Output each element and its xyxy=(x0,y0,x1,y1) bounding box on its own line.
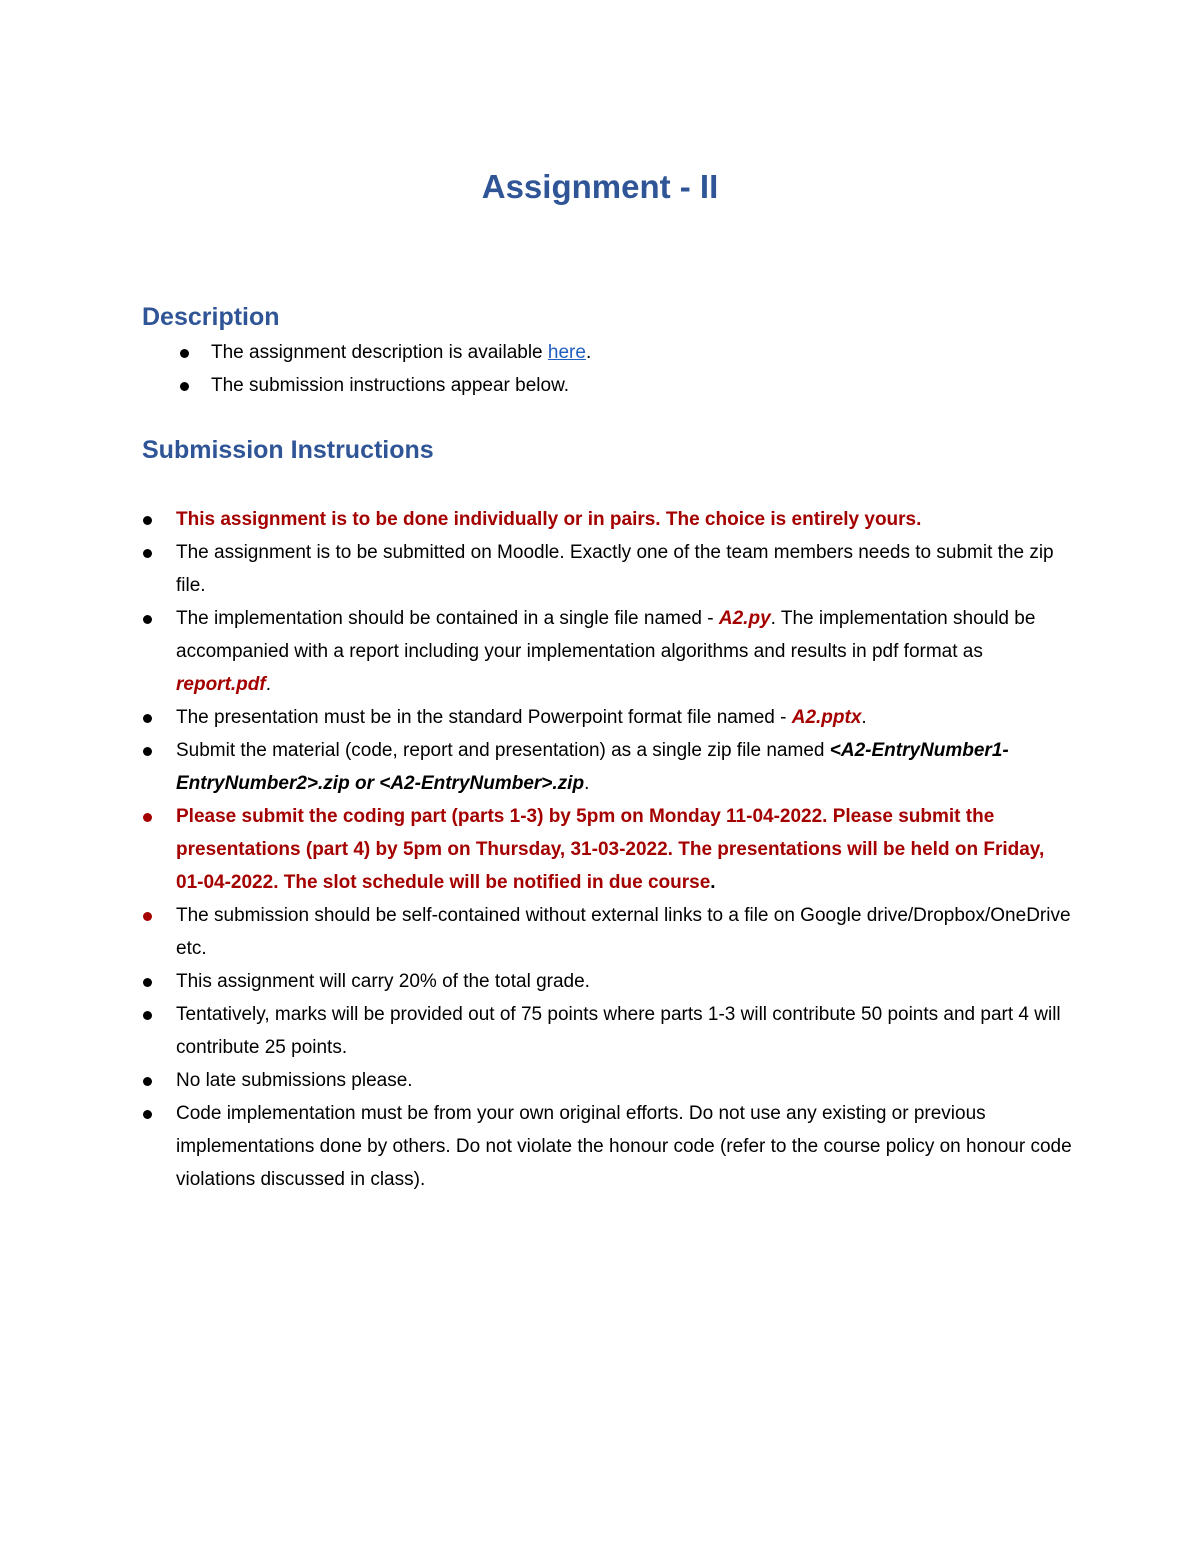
bullet-icon xyxy=(143,615,152,624)
punctuation: . xyxy=(265,674,271,695)
punctuation: . xyxy=(585,342,592,363)
page-title: Assignment - II xyxy=(481,168,719,205)
list-item xyxy=(142,1064,1072,1097)
code-filename: A2.py xyxy=(718,608,771,629)
bullet-icon xyxy=(143,516,152,525)
list-item xyxy=(142,1097,1072,1196)
list-item xyxy=(142,998,1072,1064)
punctuation: . xyxy=(710,872,716,893)
submission-list xyxy=(142,503,1072,1196)
punctuation: . xyxy=(861,707,867,728)
list-item xyxy=(142,503,1072,536)
punctuation: . xyxy=(584,773,590,794)
instruction-text: This assignment will carry 20% of the total grade. xyxy=(176,971,590,992)
description-text: The submission instructions appear below. xyxy=(211,375,570,396)
instruction-text: No late submissions please. xyxy=(176,1070,413,1091)
submission-heading: Submission Instructions xyxy=(142,436,434,464)
bullet-icon xyxy=(143,747,152,756)
description-text: The assignment description is available xyxy=(211,342,548,363)
list-item xyxy=(142,734,1072,800)
list-item xyxy=(142,536,1072,602)
bullet-icon xyxy=(143,549,152,558)
deadline-text: Please submit the coding part (parts 1-3) by 5pm on Monday 11-04-2022. Please submit the presentations (part 4) by 5pm on Thursday, 31-03-2022. The presentations will be held on Friday, 01-04-2022. The slot schedule will be notified in due course xyxy=(176,806,1045,893)
instruction-text: . The implementation should be accompanied with a report including your implementation algorithms and results in pdf format as xyxy=(176,608,1036,662)
description-list xyxy=(180,336,1080,402)
bullet-icon xyxy=(143,978,152,987)
instruction-text: The assignment is to be submitted on Moodle. Exactly one of the team members needs to submit the zip file. xyxy=(176,542,1054,596)
instruction-text: This assignment is to be done individually or in pairs. The choice is entirely yours. xyxy=(176,509,922,530)
list-item xyxy=(142,701,1072,734)
bullet-icon xyxy=(180,349,189,358)
description-heading: Description xyxy=(142,303,280,331)
zip-filename: <A2-EntryNumber1-EntryNumber2>.zip or <A2-EntryNumber>.zip xyxy=(176,740,1009,794)
list-item xyxy=(180,336,1080,369)
instruction-text: Tentatively, marks will be provided out of 75 points where parts 1-3 will contribute 50 points and part 4 will contribute 25 points. xyxy=(176,1004,1061,1058)
instruction-text: Code implementation must be from your own original efforts. Do not use any existing or previous implementations done by others. Do not violate the honour code (refer to the course policy on honour code violations discussed in class). xyxy=(176,1103,1072,1190)
bullet-icon xyxy=(143,813,152,822)
bullet-icon xyxy=(180,382,189,391)
bullet-icon xyxy=(143,912,152,921)
instruction-text: The implementation should be contained in a single file named - xyxy=(176,608,719,629)
bullet-icon xyxy=(143,714,152,723)
bullet-icon xyxy=(143,1011,152,1020)
report-filename: report.pdf xyxy=(176,674,266,695)
list-item xyxy=(142,965,1072,998)
presentation-filename: A2.pptx xyxy=(791,707,862,728)
list-item xyxy=(142,899,1072,965)
list-item xyxy=(180,369,1080,402)
instruction-text: Submit the material (code, report and presentation) as a single zip file named xyxy=(176,740,830,761)
bullet-icon xyxy=(143,1110,152,1119)
list-item xyxy=(142,800,1072,899)
instruction-text: The presentation must be in the standard Powerpoint format file named - xyxy=(176,707,792,728)
description-link[interactable]: here xyxy=(547,342,586,363)
bullet-icon xyxy=(143,1077,152,1086)
list-item xyxy=(142,602,1072,701)
instruction-text: The submission should be self-contained without external links to a file on Google drive/Dropbox/OneDrive etc. xyxy=(176,905,1071,959)
